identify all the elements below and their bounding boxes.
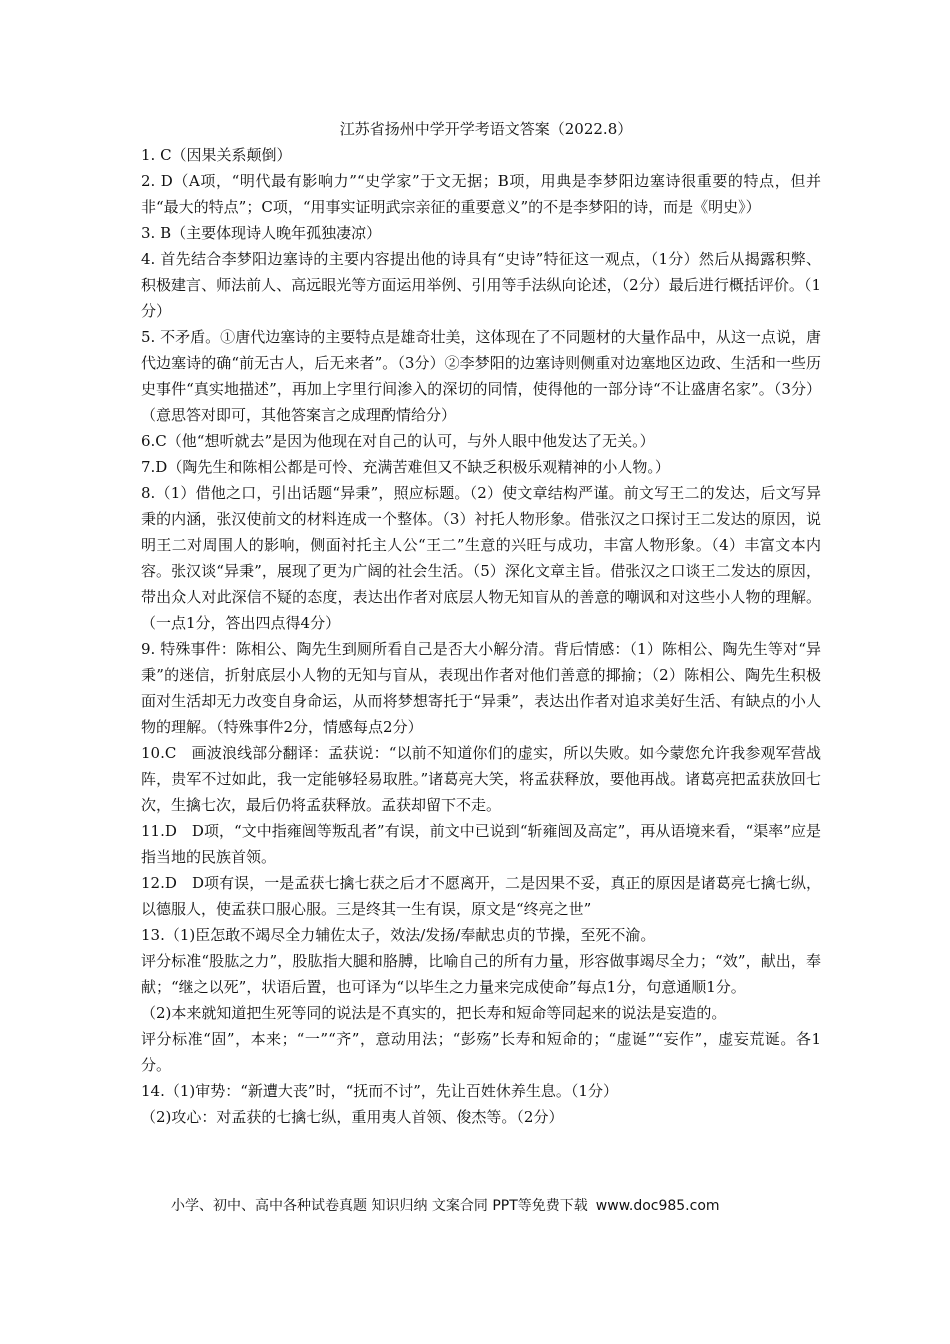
answer-item-12: 12.D D项有误，一是孟获七擒七获之后才不愿离开，二是因果不妥，真正的原因是诸葛亮七擒七纵，以德服人，使孟获口服心服。三是终其一生有误，原文是“终亮之世” (141, 874, 821, 918)
answer-item-13-2-criteria: 评分标准“固”，本来；“一”“齐”，意动用法；“彭殇”长寿和短命的；“虚诞”“妄作”，虚妄荒诞。各1分。 (141, 1030, 821, 1074)
answer-item-13-1: 13.（1)臣怎敢不竭尽全力辅佐太子，效法/发扬/奉献忠贞的节操，至死不渝。 (141, 926, 656, 944)
footer-url-link[interactable]: www.doc985.com (595, 1198, 720, 1214)
answer-item-7: 7.D（陶先生和陈相公都是可怜、充满苦难但又不缺乏积极乐观精神的小人物。） (141, 458, 670, 476)
footer-text: 小学、初中、高中各种试卷真题 知识归纳 文案合同 PPT等免费下载 (171, 1198, 588, 1214)
answer-document (141, 116, 821, 1130)
answer-item-13-1-criteria: 评分标准“股肱之力”，股肱指大腿和胳膊，比喻自己的所有力量，形容做事竭尽全力；“效”，献出，奉献；“继之以死”，状语后置，也可译为“以毕生之力量来完成使命”每点1分，句意通顺1分。 (141, 952, 821, 996)
answer-item-3: 3. B（主要体现诗人晚年孤独凄凉） (141, 224, 382, 242)
answer-item-5: 5. 不矛盾。①唐代边塞诗的主要特点是雄奇壮美，这体现在了不同题材的大量作品中，从这一点说，唐代边塞诗的确“前无古人，后无来者”。（3分）②李梦阳的边塞诗则侧重对边塞地区边政、生活和一些历史事件“真实地描述”，再加上字里行间渗入的深切的同情，使得他的一部分诗“不让盛唐名家”。（3分）（意思答对即可，其他答案言之成理酌情给分） (141, 328, 821, 424)
answer-item-2: 2. D（A项，“明代最有影响力”“史学家”于文无据；B项，用典是李梦阳边塞诗很重要的特点，但并非“最大的特点”；C项，“用事实证明武宗亲征的重要意义”的不是李梦阳的诗，而是《明史》） (141, 172, 821, 216)
answer-item-1: 1. C（因果关系颠倒） (141, 146, 292, 164)
footer-banner (171, 1196, 811, 1216)
answer-item-6: 6.C（他“想听就去”是因为他现在对自己的认可，与外人眼中他发达了无关。） (141, 432, 655, 450)
answer-item-9: 9. 特殊事件：陈相公、陶先生到厕所看自己是否大小解分清。背后情感：（1）陈相公、陶先生等对“异秉”的迷信，折射底层小人物的无知与盲从，表现出作者对他们善意的揶揄；（2）陈相公、陶先生积极面对生活却无力改变自身命运，从而将梦想寄托于“异秉”，表达出作者对追求美好生活、有缺点的小人物的理解。（特殊事件2分，情感每点2分） (141, 640, 821, 736)
answer-item-11: 11.D D项，“文中指雍闿等叛乱者”有误，前文中已说到“斩雍闿及高定”，再从语境来看，“渠率”应是指当地的民族首领。 (141, 822, 821, 866)
answer-item-13-2: （2)本来就知道把生死等同的说法是不真实的，把长寿和短命等同起来的说法是妄造的。 (141, 1004, 727, 1022)
answer-item-8: 8.（1）借他之口，引出话题“异秉”，照应标题。（2）使文章结构严谨。前文写王二的发达，后文写异秉的内涵，张汉使前文的材料连成一个整体。（3）衬托人物形象。借张汉之口探讨王二发达的原因，说明王二对周围人的影响，侧面衬托主人公“王二”生意的兴旺与成功，丰富人物形象。（4）丰富文本内容。张汉谈“异秉”，展现了更为广阔的社会生活。（5）深化文章主旨。借张汉之口谈王二发达的原因，带出众人对此深信不疑的态度，表达出作者对底层人物无知盲从的善意的嘲讽和对这些小人物的理解。（一点1分，答出四点得4分） (141, 484, 821, 632)
answer-item-10: 10.C 画波浪线部分翻译：孟获说：“以前不知道你们的虚实，所以失败。如今蒙您允许我参观军营战阵，贵军不过如此，我一定能够轻易取胜。”诸葛亮大笑，将孟获释放，要他再战。诸葛亮把孟获放回七次，生擒七次，最后仍将孟获释放。孟获却留下不走。 (141, 744, 821, 814)
answer-item-14-1: 14.（1)审势：“新遭大丧”时，“抚而不讨”，先让百姓休养生息。（1分） (141, 1082, 618, 1100)
answer-item-4: 4. 首先结合李梦阳边塞诗的主要内容提出他的诗具有“史诗”特征这一观点，（1分）然后从揭露积弊、积极建言、师法前人、高远眼光等方面运用举例、引用等手法纵向论述，（2分）最后进行概括评价。（1分） (141, 250, 821, 320)
document-title: 江苏省扬州中学开学考语文答案（2022.8） (339, 120, 633, 138)
answer-item-14-2: （2)攻心：对孟获的七擒七纵，重用夷人首领、俊杰等。（2分） (141, 1108, 564, 1126)
